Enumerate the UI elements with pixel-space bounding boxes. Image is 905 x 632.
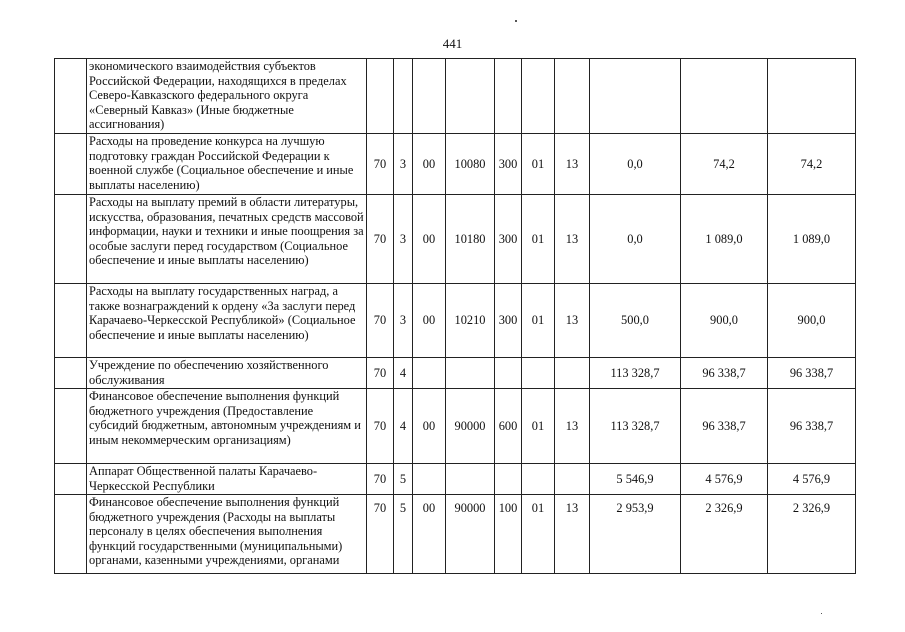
subsection-code2-cell: 13 [555, 495, 590, 574]
expense-type-cell [495, 358, 522, 389]
amount-2-cell: 96 338,7 [681, 358, 768, 389]
subsection-code2-cell [555, 464, 590, 495]
table-row [55, 284, 856, 358]
row-number-cell [55, 134, 87, 195]
table-row [55, 358, 856, 389]
section-code-cell: 5 [394, 495, 413, 574]
amount-2-cell: 2 326,9 [681, 495, 768, 574]
page-number: 441 [442, 36, 463, 51]
row-number-cell [55, 195, 87, 284]
ministry-code-cell: 70 [367, 284, 394, 358]
ministry-code-cell: 70 [367, 464, 394, 495]
amount-3-cell: 74,2 [768, 134, 856, 195]
row-number-cell [55, 495, 87, 574]
program-code-cell [413, 358, 446, 389]
amount-3-cell: 1 089,0 [768, 195, 856, 284]
program-code-cell: 00 [413, 195, 446, 284]
section-code-cell: 4 [394, 389, 413, 464]
expense-type-cell: 100 [495, 495, 522, 574]
amount-2-cell [681, 59, 768, 134]
subsection-code2-cell: 13 [555, 134, 590, 195]
direction-code-cell [446, 358, 495, 389]
amount-1-cell: 5 546,9 [590, 464, 681, 495]
expense-type-cell: 300 [495, 284, 522, 358]
subsection-code2-cell [555, 59, 590, 134]
amount-2-cell: 900,0 [681, 284, 768, 358]
ministry-code-cell: 70 [367, 134, 394, 195]
amount-3-cell [768, 59, 856, 134]
expense-type-cell: 300 [495, 134, 522, 195]
row-number-cell [55, 358, 87, 389]
subsection-code-cell: 01 [522, 284, 555, 358]
expense-name-cell: Учреждение по обеспечению хозяйственного обслуживания [87, 358, 367, 389]
subsection-code-cell: 01 [522, 389, 555, 464]
amount-3-cell: 96 338,7 [768, 389, 856, 464]
amount-1-cell [590, 59, 681, 134]
table-row [55, 464, 856, 495]
section-code-cell [394, 59, 413, 134]
ministry-code-cell: 70 [367, 358, 394, 389]
expense-type-cell: 300 [495, 195, 522, 284]
subsection-code2-cell: 13 [555, 389, 590, 464]
amount-2-cell: 96 338,7 [681, 389, 768, 464]
program-code-cell: 00 [413, 495, 446, 574]
direction-code-cell: 90000 [446, 495, 495, 574]
subsection-code-cell [522, 464, 555, 495]
program-code-cell [413, 59, 446, 134]
subsection-code2-cell: 13 [555, 195, 590, 284]
ministry-code-cell: 70 [367, 495, 394, 574]
table-row [55, 195, 856, 284]
table-row [55, 59, 856, 134]
expense-type-cell: 600 [495, 389, 522, 464]
direction-code-cell: 10180 [446, 195, 495, 284]
expense-name-cell: Расходы на выплату премий в области литературы, искусства, образования, печатных средств массовой информации, науки и техники и иные поощрения за особые заслуги перед государством (Социальное обеспечение и иные выплаты населению) [87, 195, 367, 284]
amount-3-cell: 900,0 [768, 284, 856, 358]
budget-table [54, 58, 856, 574]
amount-3-cell: 96 338,7 [768, 358, 856, 389]
amount-1-cell: 113 328,7 [590, 389, 681, 464]
ministry-code-cell: 70 [367, 195, 394, 284]
subsection-code-cell [522, 358, 555, 389]
subsection-code-cell: 01 [522, 495, 555, 574]
amount-2-cell: 74,2 [681, 134, 768, 195]
direction-code-cell: 10080 [446, 134, 495, 195]
ministry-code-cell: 70 [367, 389, 394, 464]
expense-name-cell: Финансовое обеспечение выполнения функций бюджетного учреждения (Расходы на выплаты персоналу в целях обеспечения выполнения функций государственными (муниципальными) органами, казенными учреждениями, органами [87, 495, 367, 574]
row-number-cell [55, 284, 87, 358]
table-row [55, 134, 856, 195]
expense-type-cell [495, 59, 522, 134]
scan-speck [821, 613, 822, 614]
section-code-cell: 4 [394, 358, 413, 389]
amount-2-cell: 4 576,9 [681, 464, 768, 495]
program-code-cell: 00 [413, 284, 446, 358]
program-code-cell: 00 [413, 134, 446, 195]
subsection-code-cell: 01 [522, 134, 555, 195]
amount-1-cell: 113 328,7 [590, 358, 681, 389]
expense-name-cell: Расходы на проведение конкурса на лучшую подготовку граждан Российской Федерации к военной службе (Социальное обеспечение и иные выплаты населению) [87, 134, 367, 195]
section-code-cell: 3 [394, 134, 413, 195]
amount-2-cell: 1 089,0 [681, 195, 768, 284]
expense-name-cell: Аппарат Общественной палаты Карачаево-Черкесской Республики [87, 464, 367, 495]
ministry-code-cell [367, 59, 394, 134]
row-number-cell [55, 389, 87, 464]
amount-3-cell: 2 326,9 [768, 495, 856, 574]
section-code-cell: 5 [394, 464, 413, 495]
direction-code-cell [446, 464, 495, 495]
program-code-cell: 00 [413, 389, 446, 464]
subsection-code-cell [522, 59, 555, 134]
scan-speck [515, 20, 517, 22]
expense-type-cell [495, 464, 522, 495]
amount-1-cell: 0,0 [590, 134, 681, 195]
expense-name-cell: Финансовое обеспечение выполнения функций бюджетного учреждения (Предоставление субсидий бюджетным, автономным учреждениям и иным некоммерческим организациям) [87, 389, 367, 464]
row-number-cell [55, 59, 87, 134]
subsection-code-cell: 01 [522, 195, 555, 284]
section-code-cell: 3 [394, 284, 413, 358]
direction-code-cell: 90000 [446, 389, 495, 464]
amount-1-cell: 2 953,9 [590, 495, 681, 574]
amount-1-cell: 500,0 [590, 284, 681, 358]
expense-name-cell: экономического взаимодействия субъектов Российской Федерации, находящихся в пределах Северо-Кавказского федерального округа «Северный Кавказ» (Иные бюджетные ассигнования) [87, 59, 367, 134]
subsection-code2-cell [555, 358, 590, 389]
amount-3-cell: 4 576,9 [768, 464, 856, 495]
table-row [55, 495, 856, 574]
expense-name-cell: Расходы на выплату государственных наград, а также вознаграждений к ордену «За заслуги перед Карачаево-Черкесской Республикой» (Социальное обеспечение и иные выплаты населению) [87, 284, 367, 358]
section-code-cell: 3 [394, 195, 413, 284]
direction-code-cell [446, 59, 495, 134]
subsection-code2-cell: 13 [555, 284, 590, 358]
direction-code-cell: 10210 [446, 284, 495, 358]
program-code-cell [413, 464, 446, 495]
table-row [55, 389, 856, 464]
amount-1-cell: 0,0 [590, 195, 681, 284]
row-number-cell [55, 464, 87, 495]
